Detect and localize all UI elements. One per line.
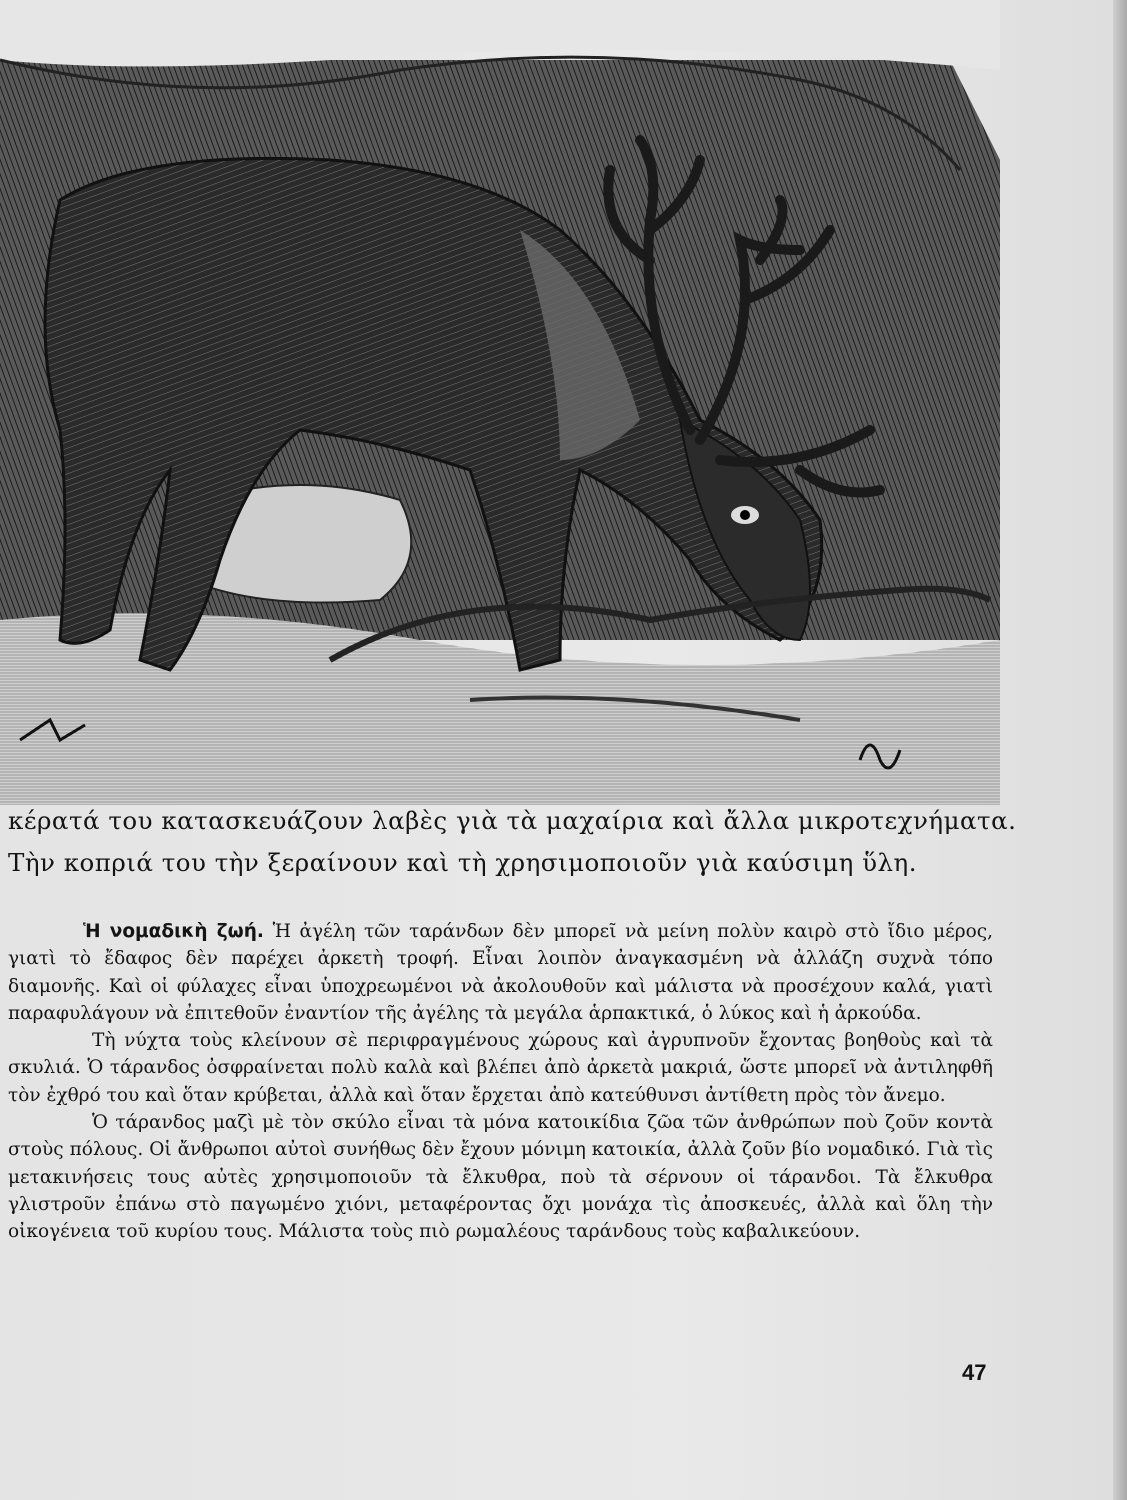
section-paragraph-2: Τὴ νύχτα τοὺς κλείνουν σὲ περιφραγμένους χώρους καὶ ἀγρυπνοῦν ἔχοντας βοηθοὺς καὶ τὰ σκυλιά. Ὁ τάρανδος ὀσφραίνεται πολὺ καλὰ καὶ βλέπει ἀπὸ ἀρκετὰ μακριά, ὥστε μπορεῖ νὰ ἀντιληφθῆ τὸν ἐχθρό του καὶ ὅταν κρύβεται, ἀλλὰ καὶ ὅταν ἔρχεται ἀπὸ κατεύθυνσι ἀντίθετη πρὸς τὸν ἄνεμο. (8, 1030, 993, 1106)
nomadic-life-section (8, 918, 993, 1246)
continuation-line-1: κέρατά του κατασκευάζουν λαβὲς γιὰ τὰ μαχαίρια καὶ ἄλλα μικροτεχνήματα. (8, 806, 1017, 835)
section-heading: Ἡ νομαδικὴ ζωή. (83, 921, 264, 942)
section-paragraph-3: Ὁ τάρανδος μαζὶ μὲ τὸν σκύλο εἶναι τὰ μόνα κατοικίδια ζῶα τῶν ἀνθρώπων ποὺ ζοῦν κοντὰ στοὺς πόλους. Οἱ ἄνθρωποι αὐτοὶ συνήθως δὲν ἔχουν μόνιμη κατοικία, ἀλλὰ ζοῦν βίο νομαδικό. Γιὰ τὶς μετακινήσεις τους αὐτὲς χρησιμοποιοῦν τὰ ἔλκυθρα, ποὺ τὰ σέρνουν οἱ τάρανδοι. Τὰ ἔλκυθρα γλιστροῦν ἐπάνω στὸ παγωμένο χιόνι, μεταφέροντας ὄχι μονάχα τὶς ἀποσκευές, ἀλλὰ καὶ ὅλη τὴν οἰκογένεια τοῦ κυρίου τους. Μάλιστα τοὺς πιὸ ρωμαλέους ταράνδους τοὺς καβαλικεύουν. (8, 1112, 993, 1243)
page-edge (1113, 0, 1127, 1500)
page-number: 47 (962, 1360, 987, 1385)
text-block (0, 800, 1017, 1246)
reindeer-illustration (0, 0, 1000, 805)
paragraph-1-text: Ἡ ἀγέλη τῶν ταράνδων δὲν μπορεῖ νὰ μείνη πολὺν καιρὸ στὸ ἴδιο μέρος, γιατὶ τὸ ἔδαφος δὲν παρέχει ἀρκετὴ τροφή. Εἶναι λοιπὸν ἀναγκασμένη νὰ ἀλλάζη συχνὰ τόπο διαμονῆς. Καὶ οἱ φύλαχες εἶναι ὑποχρεωμένοι νὰ ἀκολουθοῦν καὶ μάλιστα νὰ προσέχουν καλά, γιατὶ παραφυλάγουν νὰ ἐπιτεθοῦν ἐναντίον τῆς ἀγέλης τὰ μεγάλα ἁρπακτικά, ὁ λύκος καὶ ἡ ἀρκούδα. (8, 921, 993, 1024)
section-paragraph-1 (8, 918, 993, 1027)
continuation-line-2: Τὴν κοπριά του τὴν ξεραίνουν καὶ τὴ χρησιμοποιοῦν γιὰ καύσιμη ὕλη. (8, 848, 917, 877)
